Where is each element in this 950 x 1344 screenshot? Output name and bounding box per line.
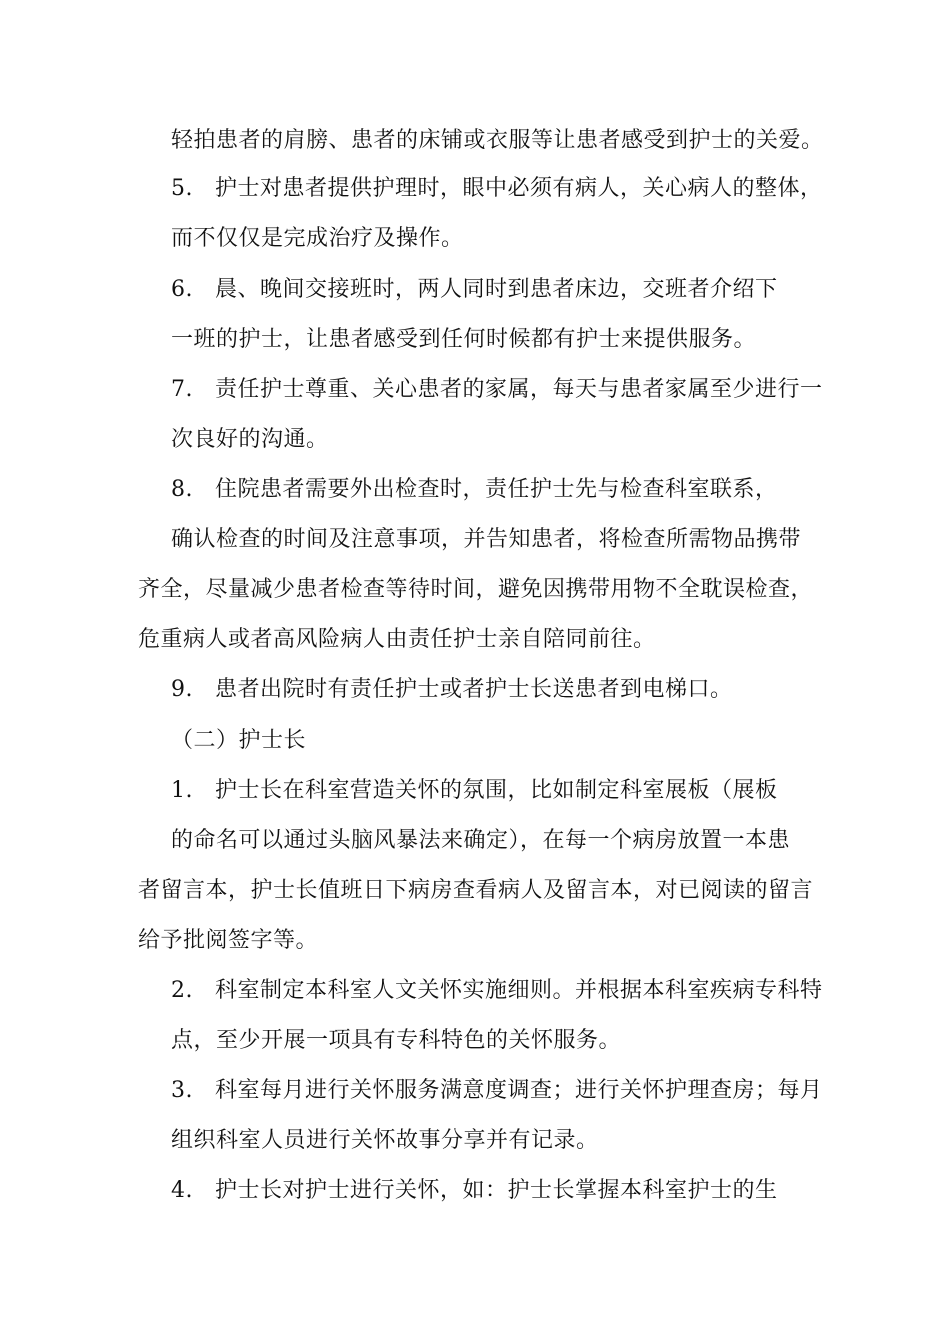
text-line-11: [138, 626, 656, 654]
line-text: 点，至少开展一项具有专科特色的关怀服务。: [171, 1028, 622, 1053]
item-number: 3.: [171, 1078, 193, 1103]
item-number: 7.: [171, 377, 193, 402]
line-text: 组织科室人员进行关怀故事分享并有记录。: [171, 1128, 599, 1153]
line-text: 护士对患者提供护理时，眼中必须有病人，关心病人的整体，: [215, 176, 823, 201]
text-line-14: [171, 777, 778, 805]
item-number: 4.: [171, 1178, 193, 1203]
section-heading: [171, 727, 306, 755]
line-text: 而不仅仅是完成治疗及操作。: [171, 226, 464, 251]
line-text: 护士长对护士进行关怀，如：护士长掌握本科室护士的生: [215, 1178, 778, 1203]
text-line-4: [171, 276, 778, 304]
line-text: 者留言本，护士长值班日下病房查看病人及留言本，对已阅读的留言: [138, 878, 814, 903]
text-line-20: [171, 1077, 823, 1105]
text-line-21: [171, 1127, 599, 1155]
line-text: 科室制定本科室人文关怀实施细则。并根据本科室疾病专科特: [215, 978, 823, 1003]
text-line-9: [171, 526, 801, 554]
line-text: 的命名可以通过头脑风暴法来确定），在每一个病房放置一本患: [171, 828, 791, 853]
text-line-7: [171, 426, 329, 454]
line-text: 危重病人或者高风险病人由责任护士亲自陪同前往。: [138, 627, 656, 652]
text-line-17: [138, 927, 318, 955]
text-line-3: [171, 225, 464, 253]
line-text: 给予批阅签字等。: [138, 928, 319, 953]
item-number: 5.: [171, 176, 193, 201]
line-text: 责任护士尊重、关心患者的家属，每天与患者家属至少进行一: [215, 377, 823, 402]
item-number: 9.: [171, 677, 193, 702]
text-line-16: [138, 877, 813, 905]
line-text: （二）护士长: [171, 728, 307, 753]
line-text: 患者出院时有责任护士或者护士长送患者到电梯口。: [215, 677, 733, 702]
text-line-18: [171, 977, 823, 1005]
text-line-15: [171, 827, 790, 855]
line-text: 次良好的沟通。: [171, 427, 329, 452]
line-text: 齐全，尽量减少患者检查等待时间，避免因携带用物不全耽误检查，: [138, 577, 814, 602]
text-line-12: [171, 676, 733, 704]
text-line-22: [171, 1177, 778, 1205]
line-text: 科室每月进行关怀服务满意度调查；进行关怀护理查房；每月: [215, 1078, 823, 1103]
text-line-8: [171, 476, 778, 504]
item-number: 1.: [171, 778, 193, 803]
line-text: 护士长在科室营造关怀的氛围，比如制定科室展板（展板: [215, 778, 778, 803]
text-line-2: [171, 175, 823, 203]
text-line-5: [171, 326, 756, 354]
text-line-19: [171, 1027, 621, 1055]
item-number: 2.: [171, 978, 193, 1003]
line-text: 确认检查的时间及注意事项，并告知患者，将检查所需物品携带: [171, 527, 802, 552]
text-line-6: [171, 376, 823, 404]
line-text: 晨、晚间交接班时，两人同时到患者床边，交班者介绍下: [215, 277, 778, 302]
line-text: 住院患者需要外出检查时，责任护士先与检查科室联系，: [215, 477, 778, 502]
text-line-1: [171, 127, 824, 155]
text-line-10: [138, 576, 813, 604]
line-text: 轻拍患者的肩膀、患者的床铺或衣服等让患者感受到护士的关爱。: [171, 128, 824, 153]
item-number: 8.: [171, 477, 193, 502]
item-number: 6.: [171, 277, 193, 302]
line-text: 一班的护士，让患者感受到任何时候都有护士来提供服务。: [171, 327, 757, 352]
